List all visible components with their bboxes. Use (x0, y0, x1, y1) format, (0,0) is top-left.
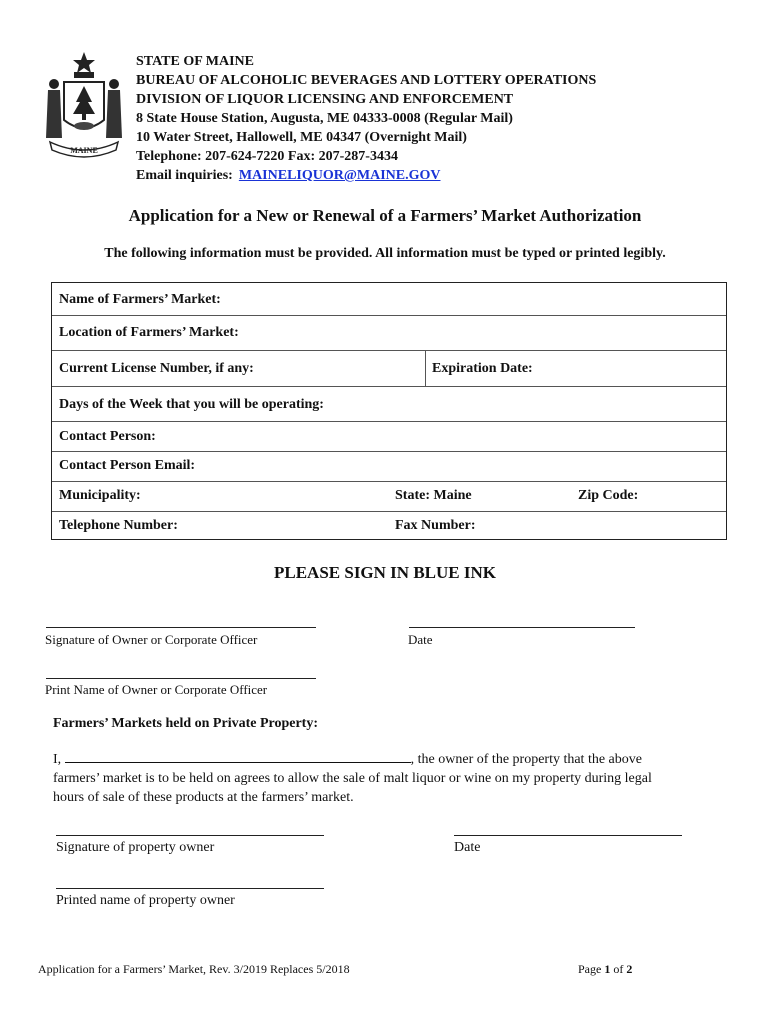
contact-email-label: Contact Person Email: (59, 458, 196, 473)
bureau-name: BUREAU OF ALCOHOLIC BEVERAGES AND LOTTERY OPERATIONS (136, 73, 597, 88)
property-owner-name-blank[interactable] (65, 750, 411, 763)
field-row-license (52, 351, 726, 387)
email-link[interactable]: MAINELIQUOR@MAINE.GOV (238, 168, 441, 183)
field-row-market-name[interactable] (52, 283, 726, 316)
zip-code-label: Zip Code: (578, 488, 639, 503)
field-row-contact-email[interactable] (52, 452, 726, 482)
market-name-label: Name of Farmers’ Market: (59, 292, 221, 307)
field-row-location[interactable] (52, 316, 726, 351)
field-row-telephone[interactable] (52, 512, 726, 539)
location-label: Location of Farmers’ Market: (59, 325, 239, 340)
owner-date-caption: Date (408, 632, 433, 647)
maine-state-seal (40, 50, 128, 162)
state-name: STATE OF MAINE (136, 54, 254, 69)
field-row-contact-person[interactable] (52, 422, 726, 452)
owner-signature-caption: Signature of Owner or Corporate Officer (45, 632, 258, 647)
property-owner-date-caption: Date (454, 840, 481, 855)
footer-revision: Application for a Farmers’ Market, Rev. 3/2019 Replaces 5/2018 (38, 962, 350, 976)
form-title: Application for a New or Renewal of a Farmers’ Market Authorization (128, 206, 642, 225)
email-label: Email inquiries: (136, 168, 233, 183)
print-name-line[interactable] (46, 678, 316, 679)
statement-body: , the owner of the property that the above farmers’ market is to be held on agrees to allow the sale of malt liquor or wine on my property during legal hours of sale of these products at the farmers’ market. (53, 752, 652, 805)
form-instructions: The following information must be provided. All information must be typed or printed legibly. (104, 246, 666, 261)
property-owner-signature-caption: Signature of property owner (56, 840, 215, 855)
statement-prefix: I, (53, 752, 62, 767)
field-row-municipality[interactable] (52, 482, 726, 512)
page-of: of (613, 962, 624, 976)
contact-person-label: Contact Person: (59, 429, 156, 444)
agency-header (136, 52, 596, 185)
private-property-heading: Farmers’ Markets held on Private Property: (53, 716, 319, 731)
expiration-date-label: Expiration Date: (432, 361, 533, 376)
page-prefix: Page (578, 962, 602, 976)
blue-ink-notice: PLEASE SIGN IN BLUE INK (273, 563, 496, 582)
property-owner-printed-name-line[interactable] (56, 888, 324, 889)
property-owner-printed-name-caption: Printed name of property owner (56, 893, 235, 908)
fax-number-label: Fax Number: (395, 518, 476, 533)
owner-date-line[interactable] (409, 627, 635, 628)
property-owner-signature-line[interactable] (56, 835, 324, 836)
seal-banner-text: MAINE (70, 146, 98, 155)
phone-fax: Telephone: 207-624-7220 Fax: 207-287-3434 (136, 149, 398, 164)
owner-signature-line[interactable] (46, 627, 316, 628)
telephone-label: Telephone Number: (59, 518, 178, 533)
overnight-mail-address: 10 Water Street, Hallowell, ME 04347 (Overnight Mail) (136, 130, 467, 145)
email-line (136, 166, 596, 185)
field-row-days[interactable] (52, 387, 726, 422)
regular-mail-address: 8 State House Station, Augusta, ME 04333-0008 (Regular Mail) (136, 111, 513, 126)
state-label: State: Maine (395, 488, 472, 503)
municipality-label: Municipality: (59, 488, 141, 503)
property-owner-date-line[interactable] (454, 835, 682, 836)
page-current: 1 (604, 962, 611, 976)
license-number-label: Current License Number, if any: (59, 361, 254, 376)
page-total: 2 (626, 962, 633, 976)
application-form-table (51, 282, 727, 540)
days-operating-label: Days of the Week that you will be operating: (59, 397, 324, 412)
print-name-caption: Print Name of Owner or Corporate Officer (45, 682, 268, 697)
division-name: DIVISION OF LIQUOR LICENSING AND ENFORCEMENT (136, 92, 514, 107)
footer-page-number (578, 962, 632, 977)
column-divider (425, 351, 426, 386)
private-property-statement (53, 750, 683, 807)
